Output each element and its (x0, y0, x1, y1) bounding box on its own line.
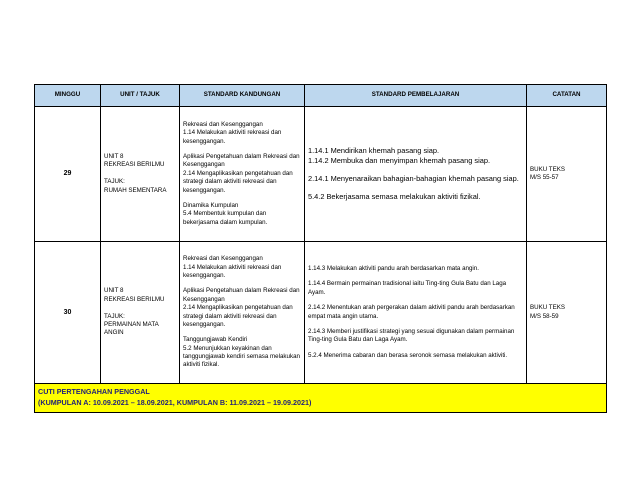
table-row (35, 242, 607, 384)
pembelajaran-block: 5.4.2 Bekerjasama semasa melakukan aktiviti fizikal. (308, 191, 481, 201)
cuti-title: CUTI PERTENGAHAN PENGGAL (38, 387, 150, 396)
cuti-row (35, 384, 607, 413)
kandungan-block: Tanggungjawab Kendiri 5.2 Menunjukkan keyakinan dan tanggungjawab kendiri semasa melakukan aktiviti fizikal. (183, 336, 300, 369)
kandungan-block: Dinamika Kumpulan 5.4 Membentuk kumpulan dan bekerjasama dalam kumpulan. (183, 201, 268, 226)
kandungan-cell (180, 107, 305, 242)
pembelajaran-block: 1.14.1 Mendirikan khemah pasang siap. 1.14.2 Membuka dan menyimpan khemah pasang siap. (308, 146, 491, 166)
catatan-cell: BUKU TEKS M/S 55-57 (527, 107, 607, 242)
kandungan-block: Aplikasi Pengetahuan dalam Rekreasi dan Kesenggangan 2.14 Mengaplikasikan pengetahuan dan strategi dalam aktiviti rekreasi dan kesenggangan. (183, 153, 300, 194)
table-row (35, 107, 607, 242)
header-kandungan: STANDARD KANDUNGAN (180, 85, 305, 107)
rpt-table (34, 84, 607, 413)
kandungan-cell (180, 242, 305, 384)
pembelajaran-block: 2.14.2 Menentukan arah pergerakan dalam aktiviti pandu arah berdasarkan empat mata angin utama. (308, 304, 515, 320)
cuti-dates: (KUMPULAN A: 10.09.2021 – 18.09.2021, KUMPULAN B: 11.09.2021 – 19.09.2021) (38, 397, 312, 407)
header-catatan: CATATAN (527, 85, 607, 107)
unit-cell: UNIT 8 REKREASI BERILMU TAJUK: PERMAINAN MATA ANGIN (101, 242, 180, 384)
header-unit: UNIT / TAJUK (101, 85, 180, 107)
kandungan-block: Rekreasi dan Kesenggangan 1.14 Melakukan aktiviti rekreasi dan kesenggangan. (183, 121, 282, 145)
header-pembelajaran: STANDARD PEMBELAJARAN (305, 85, 527, 107)
catatan-cell: BUKU TEKS M/S 58-59 (527, 242, 607, 384)
pembelajaran-cell (305, 107, 527, 242)
kandungan-block: Aplikasi Pengetahuan dalam Rekreasi dan Kesenggangan 2.14 Mengaplikasikan pengetahuan dan strategi dalam aktiviti rekreasi dan kesenggangan. (183, 287, 300, 328)
pembelajaran-block: 5.2.4 Menerima cabaran dan berasa seronok semasa melakukan aktiviti. (308, 351, 508, 359)
pembelajaran-block: 1.14.3 Melakukan aktiviti pandu arah berdasarkan mata angin. (308, 265, 479, 273)
minggu-cell: 30 (35, 242, 101, 384)
pembelajaran-block: 2.14.3 Memberi justifikasi strategi yang sesuai digunakan dalam permainan Ting-ting Gula Batu dan Laga Ayam. (308, 327, 515, 344)
unit-cell: UNIT 8 REKREASI BERILMU TAJUK: RUMAH SEMENTARA (101, 107, 180, 242)
pembelajaran-block: 1.14.4 Bermain permainan tradisional iaitu Ting-ting Gula Batu dan Laga Ayam. (308, 280, 507, 296)
header-minggu: MINGGU (35, 85, 101, 107)
kandungan-block: Rekreasi dan Kesenggangan 1.14 Melakukan aktiviti rekreasi dan kesenggangan. (183, 255, 282, 280)
cuti-banner (35, 384, 607, 413)
pembelajaran-cell (305, 242, 527, 384)
minggu-cell: 29 (35, 107, 101, 242)
header-row (35, 85, 607, 107)
pembelajaran-block: 2.14.1 Menyenaraikan bahagian-bahagian khemah pasang siap. (308, 174, 519, 183)
